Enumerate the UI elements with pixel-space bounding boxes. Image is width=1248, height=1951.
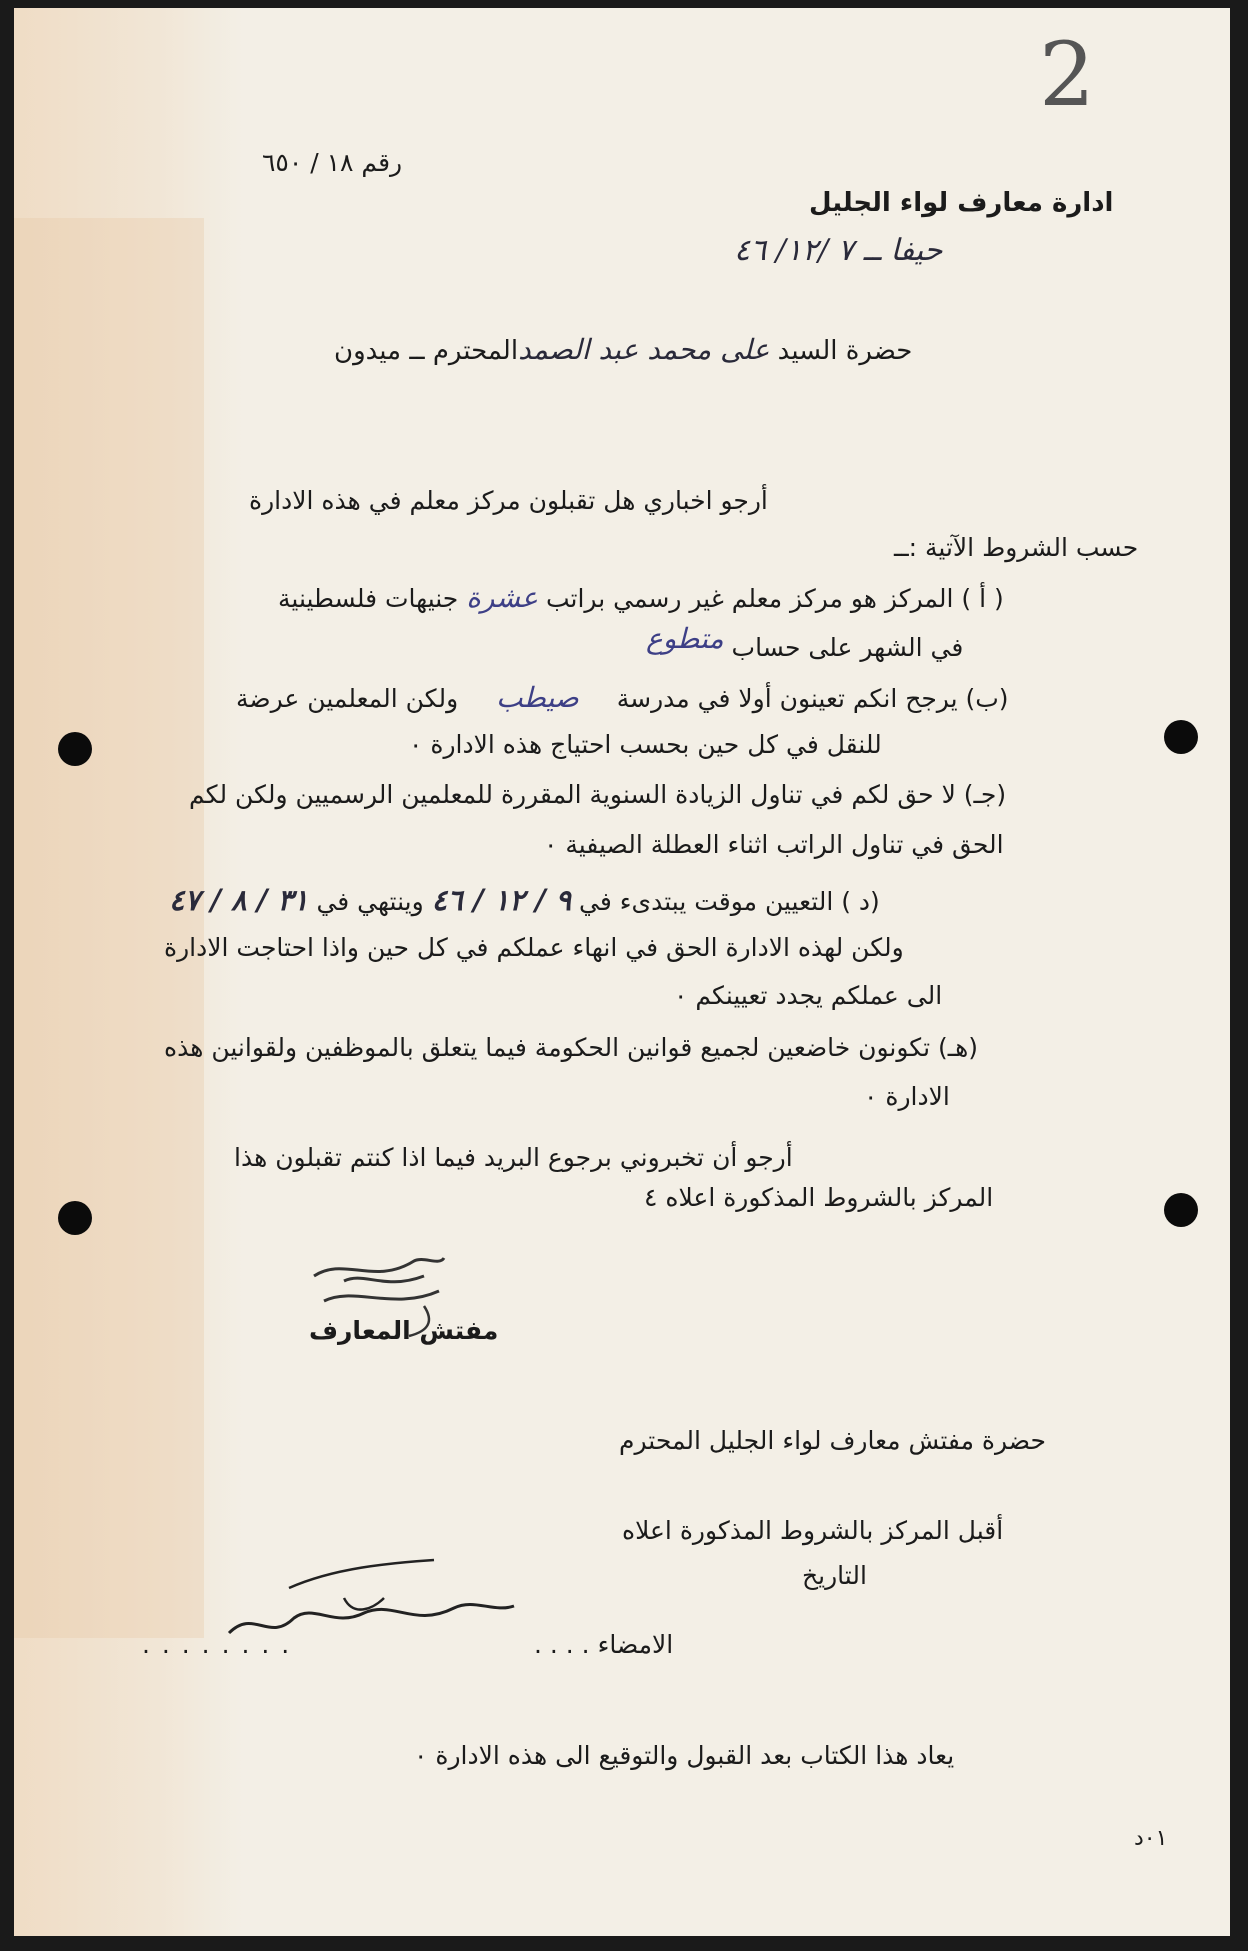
condition-b-school: صيطب <box>496 681 579 714</box>
addressee-line <box>334 333 912 366</box>
condition-a-text-2: جنيهات فلسطينية <box>278 584 459 613</box>
folio-number: ٠١د <box>1134 1826 1168 1851</box>
condition-b-text-1: يرجح انكم تعينون أولا في مدرسة <box>616 684 958 713</box>
reply-address: حضرة مفتش معارف لواء الجليل المحترم <box>619 1426 1046 1455</box>
condition-a-salary: عشرة <box>466 581 539 614</box>
addressee-suffix: المحترم ــ ميدون <box>334 336 519 366</box>
condition-d-start-date: ٩ / ١٢ / ٤٦ <box>431 883 572 917</box>
condition-d-line-2: ولكن لهذه الادارة الحق في انهاء عملكم في كل حين واذا احتاجت الادارة <box>164 933 904 962</box>
condition-a-text-3: في الشهر على حساب <box>731 633 964 662</box>
condition-d-line-1 <box>169 883 880 917</box>
letter-page <box>14 8 1230 1936</box>
condition-d-end-date: ٣١ / ٨ / ٤٧ <box>169 883 309 917</box>
condition-b-line-1 <box>236 681 1009 714</box>
intro-line-2: حسب الشروط الآتية :ــ <box>894 533 1139 562</box>
condition-d-line-3: الى عملكم يجدد تعيينكم ٠ <box>674 981 943 1010</box>
condition-a-text-1: المركز هو مركز معلم غير رسمي براتب <box>545 584 954 613</box>
intro-line-1: أرجو اخباري هل تقبلون مركز معلم في هذه الادارة <box>249 486 768 515</box>
page-mark: 2 <box>1039 23 1095 126</box>
reply-date-label: التاريخ <box>802 1561 867 1590</box>
reply-sign-dots: . . . . . . . . <box>142 1630 292 1659</box>
reference-number: رقم ١٨ / ٦٥٠ <box>262 148 403 177</box>
condition-a-line-1 <box>278 581 1004 614</box>
condition-c-label: (جـ) <box>963 780 1007 809</box>
condition-c-line-2: الحق في تناول الراتب اثناء العطلة الصيفية ٠ <box>544 830 1004 859</box>
addressee-name: على محمد عبد الصمد <box>518 333 770 366</box>
condition-b-label: (ب) <box>965 684 1009 713</box>
place-date: حيفا ــ ٧ /١٢/ ٤٦ <box>734 233 943 268</box>
closing-line-2: المركز بالشروط المذكورة اعلاه ٤ <box>644 1183 994 1212</box>
condition-b-line-2: للنقل في كل حين بحسب احتياج هذه الادارة ٠ <box>409 730 882 759</box>
reply-accept-line: أقبل المركز بالشروط المذكورة اعلاه <box>622 1516 1004 1545</box>
condition-c-line-1 <box>189 780 1006 809</box>
punch-hole <box>1164 720 1198 754</box>
condition-b-text-2: ولكن المعلمين عرضة <box>236 684 459 713</box>
footer-note: يعاد هذا الكتاب بعد القبول والتوقيع الى هذه الادارة ٠ <box>414 1741 955 1770</box>
condition-a-label: ( أ ) <box>961 584 1004 613</box>
closing-line-1: أرجو أن تخبروني برجوع البريد فيما اذا كنتم تقبلون هذا <box>234 1143 793 1172</box>
condition-e-line-2: الادارة ٠ <box>864 1082 950 1111</box>
punch-hole <box>58 732 92 766</box>
signer-title: مفتش المعارف <box>309 1316 499 1345</box>
condition-e-text-1: تكونون خاضعين لجميع قوانين الحكومة فيما يتعلق بالموظفين ولقوانين هذه <box>164 1033 931 1062</box>
condition-d-label: (د ) <box>841 887 880 916</box>
punch-hole <box>1164 1193 1198 1227</box>
reply-signature-label: الامضاء . . . . <box>534 1630 674 1659</box>
condition-e-label: (هـ) <box>938 1033 979 1062</box>
condition-a-fund: متطوع <box>646 622 724 655</box>
addressee-prefix: حضرة السيد <box>777 336 913 366</box>
paper-stain <box>14 218 204 1638</box>
condition-c-text-1: لا حق لكم في تناول الزيادة السنوية المقررة للمعلمين الرسميين ولكن لكم <box>189 780 956 809</box>
condition-a-line-2 <box>646 622 964 663</box>
condition-d-text-1: التعيين موقت يبتدىء في <box>579 887 834 916</box>
department-header: ادارة معارف لواء الجليل <box>809 188 1114 218</box>
condition-d-text-2: وينتهي في <box>316 887 424 916</box>
condition-e-line-1 <box>164 1033 978 1062</box>
punch-hole <box>58 1201 92 1235</box>
teacher-signature <box>224 1558 524 1648</box>
